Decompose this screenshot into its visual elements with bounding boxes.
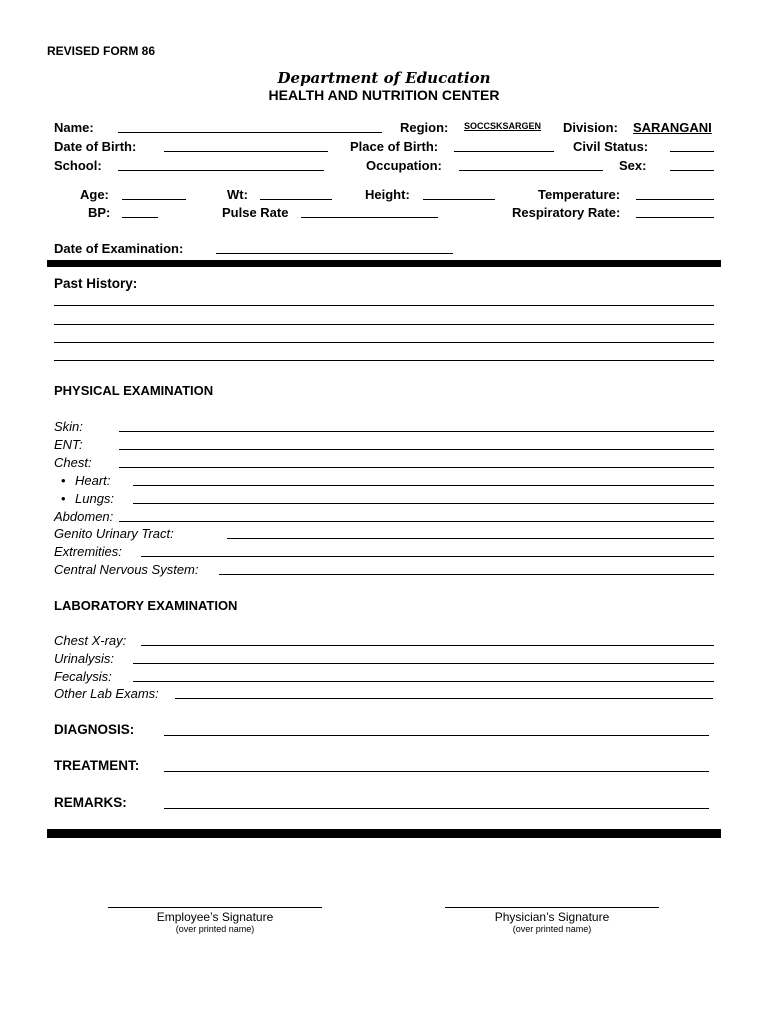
abdomen-field[interactable] <box>119 521 714 522</box>
chest-xray-label: Chest X-ray: <box>54 633 127 648</box>
sex-field[interactable] <box>670 170 714 171</box>
exam-date-label: Date of Examination: <box>54 241 184 256</box>
employee-signature-note: (over printed name) <box>175 924 255 934</box>
remarks-label: REMARKS: <box>54 795 127 810</box>
section-divider-top <box>47 260 721 267</box>
skin-field[interactable] <box>119 431 714 432</box>
employee-signature-label: Employee’s Signature <box>156 910 274 924</box>
cns-label: Central Nervous System: <box>54 562 199 577</box>
name-label: Name: <box>54 120 94 135</box>
age-field[interactable] <box>122 199 186 200</box>
remarks-field[interactable] <box>164 808 709 809</box>
genito-urinary-label: Genito Urinary Tract: <box>54 526 174 541</box>
chest-label: Chest: <box>54 455 92 470</box>
other-lab-field[interactable] <box>175 698 713 699</box>
height-label: Height: <box>365 187 410 202</box>
dob-field[interactable] <box>164 151 328 152</box>
past-history-label: Past History: <box>54 276 138 291</box>
abdomen-label: Abdomen: <box>54 509 114 524</box>
height-field[interactable] <box>423 199 495 200</box>
pulse-rate-field[interactable] <box>301 217 438 218</box>
extremities-label: Extremities: <box>54 544 122 559</box>
region-label: Region: <box>400 120 449 135</box>
physical-exam-title: PHYSICAL EXAMINATION <box>54 383 214 398</box>
occupation-label: Occupation: <box>366 158 442 173</box>
center-title: HEALTH AND NUTRITION CENTER <box>268 87 500 103</box>
bp-field[interactable] <box>122 217 158 218</box>
bp-label: BP: <box>88 205 111 220</box>
occupation-field[interactable] <box>459 170 603 171</box>
section-divider-bottom <box>47 829 721 838</box>
respiratory-rate-label: Respiratory Rate: <box>512 205 621 220</box>
pob-label: Place of Birth: <box>350 139 439 154</box>
division-label: Division: <box>563 120 618 135</box>
department-title: Department of Education <box>277 69 491 87</box>
skin-label: Skin: <box>54 419 83 434</box>
school-field[interactable] <box>118 170 324 171</box>
school-label: School: <box>54 158 102 173</box>
genito-urinary-field[interactable] <box>227 538 714 539</box>
weight-field[interactable] <box>260 199 332 200</box>
temperature-field[interactable] <box>636 199 714 200</box>
division-value: SARANGANI <box>633 120 712 135</box>
ent-field[interactable] <box>119 449 714 450</box>
physician-signature-line[interactable] <box>445 907 659 908</box>
name-field[interactable] <box>118 132 382 133</box>
physician-signature-label: Physician’s Signature <box>494 910 610 924</box>
employee-signature-line[interactable] <box>108 907 322 908</box>
lungs-field[interactable] <box>133 503 714 504</box>
civil-status-field[interactable] <box>670 151 714 152</box>
extremities-field[interactable] <box>141 556 714 557</box>
other-lab-label: Other Lab Exams: <box>54 686 159 701</box>
age-label: Age: <box>80 187 109 202</box>
urinalysis-label: Urinalysis: <box>54 651 114 666</box>
fecalysis-label: Fecalysis: <box>54 669 112 684</box>
diagnosis-field[interactable] <box>164 735 709 736</box>
past-history-line-2[interactable] <box>54 324 714 325</box>
pob-field[interactable] <box>454 151 554 152</box>
past-history-line-1[interactable] <box>54 305 714 306</box>
treatment-field[interactable] <box>164 771 709 772</box>
weight-label: Wt: <box>227 187 248 202</box>
treatment-label: TREATMENT: <box>54 758 140 773</box>
heart-label: • Heart: <box>61 473 110 488</box>
laboratory-exam-title: LABORATORY EXAMINATION <box>54 598 238 613</box>
dob-label: Date of Birth: <box>54 139 137 154</box>
ent-label: ENT: <box>54 437 83 452</box>
chest-xray-field[interactable] <box>141 645 714 646</box>
fecalysis-field[interactable] <box>133 681 714 682</box>
chest-field[interactable] <box>119 467 714 468</box>
pulse-rate-label: Pulse Rate <box>222 205 289 220</box>
physician-signature-note: (over printed name) <box>512 924 592 934</box>
respiratory-rate-field[interactable] <box>636 217 714 218</box>
urinalysis-field[interactable] <box>133 663 714 664</box>
diagnosis-label: DIAGNOSIS: <box>54 722 135 737</box>
heart-field[interactable] <box>133 485 714 486</box>
form-code: REVISED FORM 86 <box>47 44 156 58</box>
exam-date-field[interactable] <box>216 253 453 254</box>
past-history-line-3[interactable] <box>54 342 714 343</box>
sex-label: Sex: <box>619 158 647 173</box>
temperature-label: Temperature: <box>538 187 621 202</box>
lungs-label: • Lungs: <box>61 491 114 506</box>
cns-field[interactable] <box>219 574 714 575</box>
region-value: SOCCSKSARGEN <box>464 121 542 131</box>
past-history-line-4[interactable] <box>54 360 714 361</box>
civil-status-label: Civil Status: <box>573 139 649 154</box>
